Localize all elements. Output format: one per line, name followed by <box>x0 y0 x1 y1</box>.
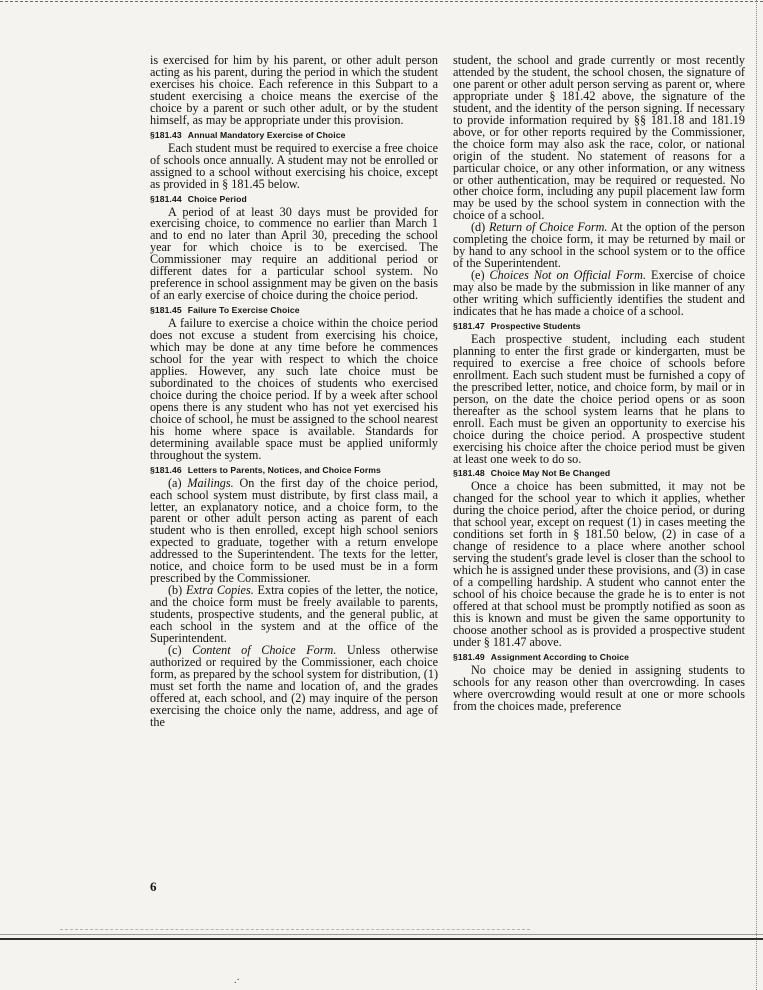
section-number: §181.48 <box>453 468 485 479</box>
section-number: §181.43 <box>150 129 182 140</box>
subsection-text: Unless otherwise authorized or required by the Commissioner, each choice form, as prepared by the school system for distribution, (1) must set forth the name and location of, and the grades offered at, each school, and (2) may inquire of the person exercising the choice only the name, address, and age of the <box>150 642 438 729</box>
subsection-a <box>150 475 438 586</box>
section-heading-181-49 <box>453 652 745 663</box>
section-title: Choice May Not Be Changed <box>490 468 611 479</box>
top-scan-edge <box>0 1 763 2</box>
subsection-text: Extra copies of the letter, the notice, and the choice form must be freely available to parents, students, prospective students, and the general public, at each school in the system and at the office of the Superintendent. <box>150 583 439 645</box>
continued-paragraph: student, the school and grade currently or most recently attended by the student, the school chosen, the signature of one parent or other adult person serving as parent or, where appropriate under § 181.42 above, the signature of the student, and the identity of the person signing. If necessary to provide information required by §§ 181.18 and 181.19 above, or for other reports required by the Commissioner, the choice form may also ask the race, color, or national origin of the student. No statement of reasons for a particular choice, or any other information, or any witness or other authentication, may be required or requested. No other choice form, including any pupil placement law form may be used by the school system in connection with the choice of a school. <box>453 53 745 223</box>
section-heading-181-43 <box>150 130 438 141</box>
section-number: §181.49 <box>453 651 485 662</box>
section-title: Assignment According to Choice <box>490 651 630 662</box>
subsection-title: Choices Not on Official Form. <box>489 268 647 283</box>
section-number: §181.45 <box>150 305 182 316</box>
section-number: §181.47 <box>453 320 485 331</box>
section-heading-181-44 <box>150 194 438 205</box>
section-heading-181-48 <box>453 468 745 479</box>
subsection-label: (a) <box>168 475 182 490</box>
section-text-181-45: A failure to exercise a choice within the choice period does not excuse a student from exercising his choice, which may be done at any time before he commences school for the year with respect to which the choice applies. However, any such late choice must be subordinated to the choices of students who exercised choice during the choice period. If by a week after school opens there is any student who has not yet exercised his choice of school, he must be assigned to the school nearest his home where space is available. Standards for determining available space must be applied uniformly throughout the system. <box>150 316 438 462</box>
intro-paragraph: is exercised for him by his parent, or other adult person acting as his parent, during the period in which the student exercises his choice. Each reference in this Subpart to a student exercising a choice means the exercise of the choice by a parent or such other adult, or by the student himself, as may be appropriate under this provision. <box>150 53 438 127</box>
page-number: 6 <box>150 879 157 894</box>
section-number: §181.46 <box>150 464 182 475</box>
section-title: Letters to Parents, Notices, and Choice Forms <box>187 464 381 475</box>
right-column <box>453 55 745 713</box>
section-title: Choice Period <box>187 193 247 204</box>
subsection-c <box>150 642 438 729</box>
left-column <box>150 55 438 729</box>
subsection-label: (b) <box>168 583 183 598</box>
section-text-181-44: A period of at least 30 days must be provided for exercising choice, to commence no earlier than March 1 and to end no later than April 30, preceding the school year for which choice is to be exercised. The Commissioner may require an additional period or different dates for a particular school system. No preference in school assignment may be given on the basis of an early exercise of choice during the choice period. <box>150 204 438 303</box>
subsection-label: (e) <box>471 268 485 283</box>
section-text-181-43: Each student must be required to exercise a free choice of schools once annually. A student may not be enrolled or assigned to a school without exercising his choice, except as provided in § 181.45 below. <box>150 140 438 191</box>
subsection-title: Extra Copies. <box>186 583 254 598</box>
subsection-label: (c) <box>168 642 182 657</box>
section-number: §181.44 <box>150 193 182 204</box>
scan-speck: .· <box>234 975 240 986</box>
subsection-text: At the option of the person completing the choice form, it may be returned by mail or by hand to any school in the school system or to the office of the Superintendent. <box>453 220 746 271</box>
subsection-text: Exercise of choice may also be made by the submission in like manner of any other writing which sufficiently identifies the student and indicates that he has made a choice of a school. <box>453 268 745 319</box>
subsection-text: On the first day of the choice period, each school system must distribute, by first class mail, a letter, an explanatory notice, and a choice form, to the parent or other adult person acting as parent of each student who is then enrolled, except high school seniors expected to graduate, together with a return envelope addressed to the Superintendent. The texts for the letter, notice, and choice form to be used must be in a form prescribed by the Commissioner. <box>150 475 438 586</box>
section-heading-181-45 <box>150 305 438 316</box>
subsection-d <box>453 222 745 270</box>
subsection-title: Mailings. <box>187 475 234 490</box>
section-title: Annual Mandatory Exercise of Choice <box>187 129 346 140</box>
section-title: Prospective Students <box>490 320 581 331</box>
footer-rule <box>0 934 763 940</box>
section-text-181-48: Once a choice has been submitted, it may not be changed for the school year to which it applies, whether during the choice period, after the choice period, or during that school year, except on request (1) in cases meeting the conditions set forth in § 181.50 below, (2) in case of a change of residence to a place where another school serving the student's grade level is closer than the school to which he is assigned under these provisions, and (3) in case of a compelling hardship. A student who cannot enter the school of his choice because the grade he is to enter is not offered at that school must be promptly notified as soon as this is known and must be given the same opportunity to choose another school as is provided a prospective student under § 181.47 above. <box>453 479 745 649</box>
subsection-title: Return of Choice Form. <box>488 220 608 235</box>
subsection-b <box>150 585 438 645</box>
right-scan-edge <box>756 0 757 990</box>
section-heading-181-47 <box>453 321 745 332</box>
section-text-181-47: Each prospective student, including each student planning to enter the first grade or kindergarten, must be required to exercise a free choice of schools before enrollment. Each such student must be furnished a copy of the prescribed letter, notice, and choice form, by mail or in person, on the date the choice period opens or as soon thereafter as the school system learns that he plans to enroll. Each must be given an opportunity to exercise his choice during the choice period. A prospective student exercising his choice after the choice period must be given at least one week to do so. <box>453 331 745 466</box>
subsection-title: Content of Choice Form. <box>192 642 337 657</box>
subsection-e <box>453 270 745 318</box>
subsection-label: (d) <box>471 220 486 235</box>
footer-faint-rule <box>60 929 530 930</box>
section-text-181-49: No choice may be denied in assigning students to schools for any reason other than overcrowding. In cases where overcrowding would result at one or more schools from the choices made, preference <box>453 662 745 713</box>
section-heading-181-46 <box>150 465 438 476</box>
section-title: Failure To Exercise Choice <box>187 305 300 316</box>
